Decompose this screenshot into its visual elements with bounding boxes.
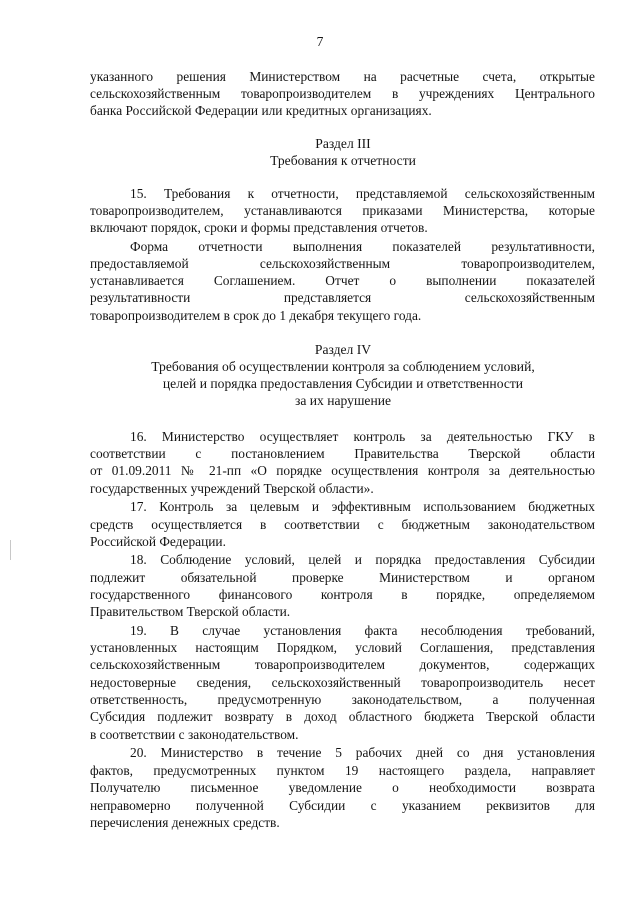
text-line: устанавливается Соглашением. Отчет о выполнении показателей — [90, 273, 595, 288]
text-line: 20. Министерство в течение 5 рабочих дней со дня установления — [130, 745, 595, 760]
text-line: средств осуществляется в соответствии с бюджетным законодательством — [90, 517, 595, 532]
text-line: Форма отчетности выполнения показателей результативности, — [130, 239, 595, 254]
section-title-line: за их нарушение — [294, 393, 392, 408]
text-line: включают порядок, сроки и формы представления отчетов. — [90, 220, 428, 235]
text-line: сельскохозяйственным товаропроизводителем документов, содержащих — [90, 657, 595, 672]
text-line: перечисления денежных средств. — [90, 815, 280, 830]
text-line: 18. Соблюдение условий, целей и порядка предоставления Субсидии — [130, 552, 595, 567]
text-line: установленных настоящим Порядком, условий Соглашения, представления — [90, 640, 595, 655]
text-line: предоставляемой сельскохозяйственным товаропроизводителем, — [90, 256, 595, 271]
text-line: банка Российской Федерации или кредитных организациях. — [90, 103, 432, 118]
text-line: 16. Министерство осуществляет контроль за деятельностью ГКУ в — [130, 429, 595, 444]
text-line: в соответствии с законодательством. — [90, 727, 299, 742]
text-line: Правительством Тверской области. — [90, 604, 291, 619]
text-line: государственных учреждений Тверской области». — [90, 481, 374, 496]
text-line: результативности представляется сельскохозяйственным — [90, 290, 595, 305]
text-line: 15. Требования к отчетности, представляемой сельскохозяйственным — [130, 186, 595, 201]
text-line: соответствии с постановлением Правительства Тверской области — [90, 446, 595, 461]
section-title-line: Требования об осуществлении контроля за соблюдением условий, — [151, 359, 535, 374]
section-title-line: целей и порядка предоставления Субсидии и ответственности — [162, 376, 524, 391]
section-heading: Раздел III — [315, 136, 371, 151]
text-line: 19. В случае установления факта несоблюдения требований, — [130, 623, 595, 638]
text-line: 17. Контроль за целевым и эффективным использованием бюджетных — [130, 499, 595, 514]
text-line: сельскохозяйственным товаропроизводителем в учреждениях Центрального — [90, 86, 595, 101]
section-title: Требования к отчетности — [270, 153, 416, 168]
scan-edge-mark — [10, 540, 11, 560]
text-line: товаропроизводителем в срок до 1 декабря текущего года. — [90, 308, 422, 323]
text-line: недостоверные сведения, сельскохозяйственный товаропроизводитель несет — [90, 675, 595, 690]
text-line: Субсидия подлежит возврату в доход областного бюджета Тверской области — [90, 709, 595, 724]
text-line: указанного решения Министерством на расчетные счета, открытые — [90, 69, 595, 84]
section-heading: Раздел IV — [314, 342, 372, 357]
text-line: от 01.09.2011 № 21-пп «О порядке осуществления контроля за деятельностью — [90, 463, 595, 478]
text-line: товаропроизводителем, устанавливаются приказами Министерства, которые — [90, 203, 595, 218]
text-line: Получателю письменное уведомление о необходимости возврата — [90, 780, 595, 795]
text-line: Российской Федерации. — [90, 534, 226, 549]
text-line: неправомерно полученной Субсидии с указанием реквизитов для — [90, 798, 595, 813]
text-line: ответственность, предусмотренную законодательством, а полученная — [90, 692, 595, 707]
text-line: фактов, предусмотренных пунктом 19 настоящего раздела, направляет — [90, 763, 595, 778]
text-line: подлежит обязательной проверке Министерством и органом — [90, 570, 595, 585]
page-number: 7 — [316, 34, 324, 49]
text-line: государственного финансового контроля в порядке, определяемом — [90, 587, 595, 602]
